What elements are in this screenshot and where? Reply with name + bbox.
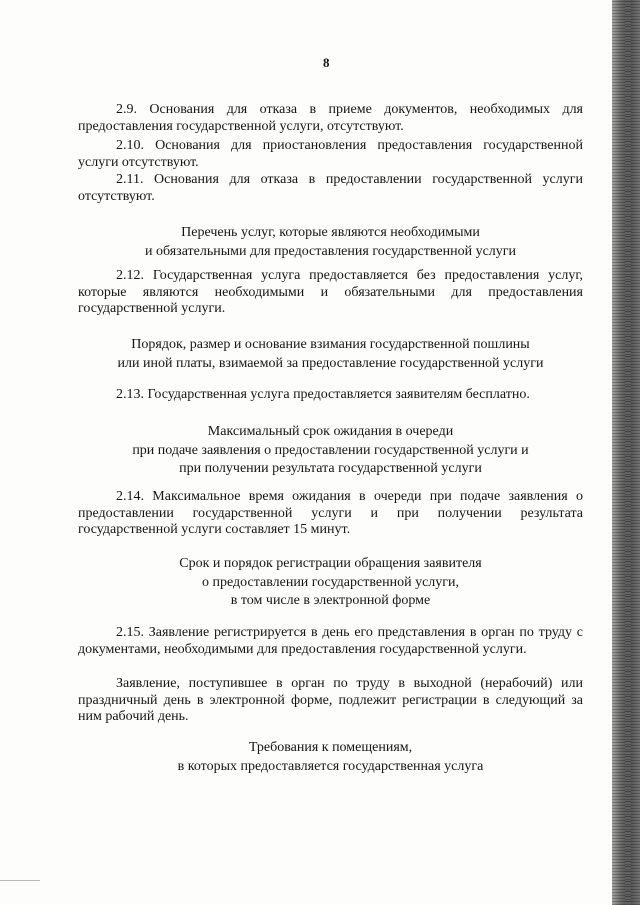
heading-services-list bbox=[78, 224, 583, 261]
heading-line: Перечень услуг, которые являются необходимыми bbox=[181, 225, 480, 240]
scan-artifact-line bbox=[0, 880, 40, 881]
paragraph-2-10: 2.10. Основания для приостановления предоставления государственной услуги отсутствуют. bbox=[78, 138, 583, 170]
paragraph-2-12: 2.12. Государственная услуга предоставляется без предоставления услуг, которые являются необходимыми и обязательными для предоставления государственной услуги. bbox=[78, 268, 583, 316]
heading-fee bbox=[78, 336, 583, 373]
heading-waiting bbox=[78, 423, 583, 479]
heading-line: при получении результата государственной услуги bbox=[179, 461, 482, 476]
heading-line: о предоставлении государственной услуги, bbox=[201, 574, 460, 590]
heading-line: при подаче заявления о предоставлении государственной услуги и bbox=[132, 442, 529, 458]
paragraph-2-9: 2.9. Основания для отказа в приеме документов, необходимых для предоставления государственной услуги, отсутствуют. bbox=[78, 102, 583, 134]
heading-line: Порядок, размер и основание взимания государственной пошлины bbox=[131, 337, 530, 352]
paragraph-2-11: 2.11. Основания для отказа в предоставлении государственной услуги отсутствуют. bbox=[78, 172, 583, 204]
heading-line: в том числе в электронной форме bbox=[230, 593, 431, 608]
scan-edge-shadow bbox=[612, 0, 640, 905]
paragraph-2-14: 2.14. Максимальное время ожидания в очереди при подаче заявления о предоставлении государственной услуги и при получении результата государственной услуги составляет 15 минут. bbox=[78, 489, 583, 537]
scan-edge-binding bbox=[625, 0, 631, 905]
paragraph-2-15-continued: Заявление, поступившее в орган по труду в выходной (нерабочий) или праздничный день в электронной форме, подлежит регистрации в следующий за ним рабочий день. bbox=[78, 676, 583, 724]
heading-line: Срок и порядок регистрации обращения заявителя bbox=[179, 556, 482, 571]
heading-premises bbox=[78, 739, 583, 776]
heading-line: или иной платы, взимаемой за предоставление государственной услуги bbox=[117, 355, 544, 371]
heading-registration bbox=[78, 555, 583, 611]
heading-line: и обязательными для предоставления государственной услуги bbox=[144, 243, 517, 259]
paragraph-2-15: 2.15. Заявление регистрируется в день его представления в орган по труду с документами, необходимыми для предоставления государственной услуги. bbox=[78, 625, 583, 657]
paragraph-2-13: 2.13. Государственная услуга предоставляется заявителям бесплатно. bbox=[116, 387, 530, 402]
page-number: 8 bbox=[323, 55, 330, 70]
heading-line: Максимальный срок ожидания в очереди bbox=[207, 424, 454, 439]
heading-line: Требования к помещениям, bbox=[248, 740, 413, 755]
heading-line: в которых предоставляется государственная услуга bbox=[177, 758, 484, 774]
